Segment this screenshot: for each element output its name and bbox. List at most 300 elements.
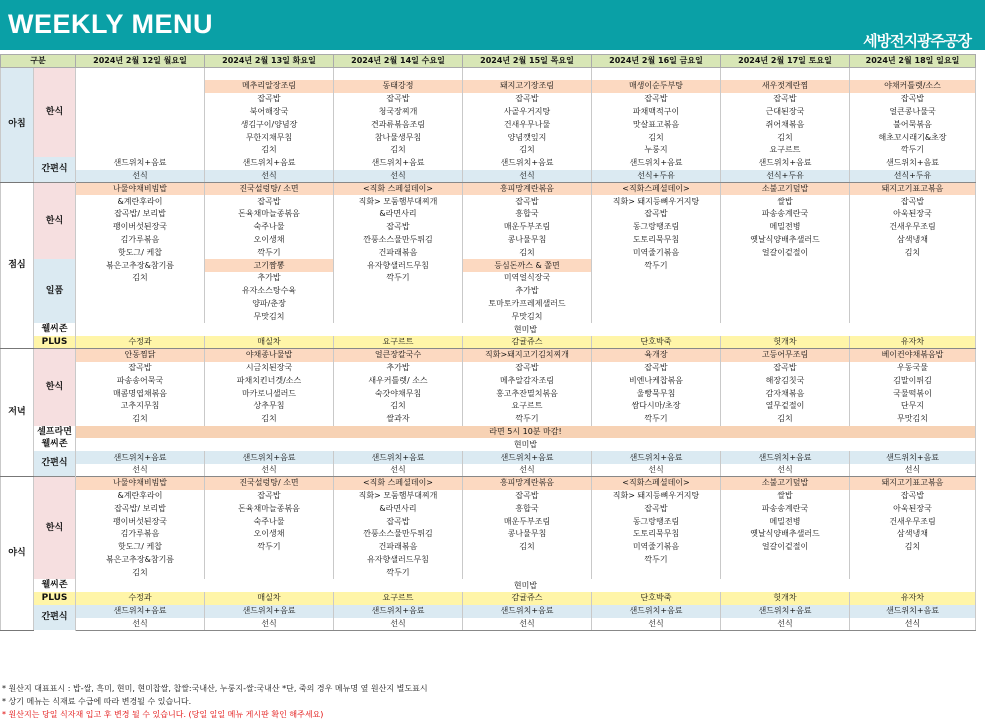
dish-cell: 베이컨야채볶음밥 (850, 349, 976, 362)
dish-cell: 김치 (850, 246, 976, 259)
dish-cell: 우동국물 (850, 362, 976, 375)
dish-cell (850, 272, 976, 285)
dish-cell: 진국설렁탕/ 소면 (205, 182, 334, 195)
dish-cell: 파채치킨너겟/소스 (205, 374, 334, 387)
dish-cell: 오이생채 (205, 528, 334, 541)
dish-cell: 울빵묵무침 (592, 387, 721, 400)
dish-cell: 매생이순두부탕 (592, 80, 721, 93)
dish-cell (592, 566, 721, 579)
sub-selframan: 셀프라면 (34, 426, 76, 439)
dish-cell: 샌드위치+음료 (76, 157, 205, 170)
dish-cell: 선식 (334, 170, 463, 183)
dish-cell: 샌드위치+음료 (850, 605, 976, 618)
dish-cell: 등심돈까스 & 쫄면 (463, 259, 592, 272)
dish-cell: 잡곡밥 (334, 515, 463, 528)
dish-cell: 샌드위치+음료 (721, 451, 850, 464)
sub-ganpyeonsik: 간편식 (34, 157, 76, 183)
dish-cell: 샌드위치+음료 (463, 605, 592, 618)
dish-cell: 삼색냉채 (850, 528, 976, 541)
dish-cell: 얼갈이겉절이 (721, 541, 850, 554)
dish-cell: 얼큰콩나물국 (850, 106, 976, 119)
dish-cell: 직화> 돼지등뼈우거지탕 (592, 490, 721, 503)
dish-cell: 김치 (850, 541, 976, 554)
brand-logo-text: 세방전지광주공장 (863, 32, 971, 50)
dish-cell (850, 566, 976, 579)
dish-cell: 선식 (205, 170, 334, 183)
dish-cell: 김치 (205, 144, 334, 157)
dish-cell (592, 298, 721, 311)
dish-cell: 비엔나케찹볶음 (592, 374, 721, 387)
dish-cell: 김치 (334, 144, 463, 157)
sub-wellbeing: 웰씨존 (34, 438, 76, 451)
dish-cell: 단무지 (850, 400, 976, 413)
dish-cell (76, 93, 205, 106)
wellbeing-cell: 현미밥 (76, 438, 976, 451)
dish-cell: 선식 (76, 618, 205, 631)
dish-cell: 해장김칫국 (721, 374, 850, 387)
dish-cell: 진국설렁탕/ 소면 (205, 477, 334, 490)
wellbeing-cell: 현미밥 (76, 579, 976, 592)
dish-cell: 무한지채무침 (205, 131, 334, 144)
dish-cell: 잡곡밥 (205, 195, 334, 208)
dish-cell: 잡곡밥 (463, 490, 592, 503)
dish-cell (334, 298, 463, 311)
dish-cell (76, 80, 205, 93)
dish-cell (721, 285, 850, 298)
dish-cell: 선식+두유 (850, 170, 976, 183)
dish-cell: 김치 (334, 400, 463, 413)
dish-cell: 선식 (463, 170, 592, 183)
dish-cell: 쌀밥 (721, 490, 850, 503)
dish-cell: 깐풍소스물만두튀김 (334, 528, 463, 541)
dish-cell: 소불고기덮밥 (721, 477, 850, 490)
dish-cell: 선식 (721, 464, 850, 477)
dish-cell: 나물야채비빔밥 (76, 182, 205, 195)
dish-cell: 파채맥적구이 (592, 106, 721, 119)
dish-cell: 샌드위치+음료 (205, 451, 334, 464)
dish-cell: 샌드위치+음료 (850, 451, 976, 464)
plus-cell: 단호박죽 (592, 592, 721, 605)
selframan-cell: 라면 5시 10분 마감! (76, 426, 976, 439)
dish-cell: 요구르트 (463, 400, 592, 413)
dish-cell: 국물떡볶이 (850, 387, 976, 400)
dish-cell: 샌드위치+음료 (76, 451, 205, 464)
dish-cell: 쌀과자 (334, 413, 463, 426)
dish-cell: 김치 (205, 413, 334, 426)
dish-cell: 잡곡밥 (205, 93, 334, 106)
plus-cell: 유자차 (850, 336, 976, 349)
plus-cell: 단호박죽 (592, 336, 721, 349)
dish-cell: 쌈다시마/초장 (592, 400, 721, 413)
dish-cell: 잡곡밥 (334, 221, 463, 234)
dish-cell (592, 310, 721, 323)
dish-cell: 샌드위치+음료 (850, 157, 976, 170)
dish-cell: 쌀밥 (721, 195, 850, 208)
dish-cell: 샌드위치+음료 (76, 605, 205, 618)
dish-cell: 팽이버섯된장국 (76, 515, 205, 528)
dish-cell: 볶은고추장&참기름 (76, 259, 205, 272)
dish-cell: 미역줄기볶음 (592, 541, 721, 554)
gubun-header: 구분 (1, 55, 76, 68)
dish-cell: 소불고기덮밥 (721, 182, 850, 195)
dish-cell (205, 554, 334, 567)
dish-cell: 김치 (721, 413, 850, 426)
plus-cell: 매실차 (205, 336, 334, 349)
dish-cell (850, 554, 976, 567)
dish-cell: <직화스페셜데이> (592, 477, 721, 490)
dish-cell (850, 310, 976, 323)
sub-wellbeing: 웰씨존 (34, 323, 76, 336)
dish-cell: 잡곡밥 (721, 362, 850, 375)
dish-cell: 샌드위치+음료 (721, 157, 850, 170)
dish-cell (721, 554, 850, 567)
dish-cell: 선식+두유 (721, 170, 850, 183)
dish-cell: 깍두기 (850, 144, 976, 157)
dish-cell (463, 554, 592, 567)
dish-cell: 옛날식양배추샐러드 (721, 234, 850, 247)
dish-cell: 깍두기 (205, 246, 334, 259)
dish-cell: 김치 (463, 144, 592, 157)
dish-cell: 얼큰장칼국수 (334, 349, 463, 362)
dish-cell: 잡곡밥 (592, 208, 721, 221)
dish-cell: 콩나물무침 (463, 234, 592, 247)
dish-cell: 나물야채비빔밥 (76, 477, 205, 490)
dish-cell: 고등어무조림 (721, 349, 850, 362)
dish-cell: 메밀전병 (721, 515, 850, 528)
plus-cell: 헛개차 (721, 592, 850, 605)
dish-cell: 핫도그/ 케찹 (76, 246, 205, 259)
dish-cell: 동그랑땡조림 (592, 515, 721, 528)
dish-cell: 무맛김치 (850, 413, 976, 426)
dish-cell: 쥐어채볶음 (721, 118, 850, 131)
dish-cell (334, 285, 463, 298)
dish-cell: 미역줄기볶음 (592, 246, 721, 259)
dish-cell (850, 67, 976, 80)
footnotes (2, 682, 428, 721)
dish-cell: 깍두기 (334, 272, 463, 285)
dish-cell: 잡곡밥 (592, 93, 721, 106)
dish-cell: 잡곡밥 (463, 362, 592, 375)
dish-cell: 선식 (592, 464, 721, 477)
plus-cell: 헛개차 (721, 336, 850, 349)
dish-cell: 선식 (334, 464, 463, 477)
sub-hansik: 한식 (34, 67, 76, 157)
dish-cell: <직화 스페셜데이> (334, 477, 463, 490)
dish-cell: 선식 (850, 618, 976, 631)
dish-cell: 김치 (76, 272, 205, 285)
sub-ilpum: 일품 (34, 259, 76, 323)
dish-cell: 샌드위치+음료 (592, 157, 721, 170)
dish-cell: 선식 (850, 464, 976, 477)
dish-cell: 김가루볶음 (76, 234, 205, 247)
sub-plus: PLUS (34, 336, 76, 349)
dish-cell: 추가밥 (205, 272, 334, 285)
dish-cell: 해초꼬시래기&초장 (850, 131, 976, 144)
dish-cell: 샌드위치+음료 (334, 157, 463, 170)
dish-cell: 김치 (463, 541, 592, 554)
dish-cell: 생김구이/양념장 (205, 118, 334, 131)
dish-cell: 마카로니샐러드 (205, 387, 334, 400)
dish-cell: 유자향샐러드무침 (334, 259, 463, 272)
dish-cell: 잡곡밥 (592, 362, 721, 375)
dish-cell (721, 67, 850, 80)
dish-cell (721, 259, 850, 272)
dish-cell: 파송송어묵국 (76, 374, 205, 387)
dish-cell: 매운두부조림 (463, 221, 592, 234)
dish-cell: 건파래볶음 (334, 541, 463, 554)
dish-cell: 흥피망계란볶음 (463, 477, 592, 490)
dish-cell: 돼지고기표고볶음 (850, 477, 976, 490)
dish-cell: 흥합국 (463, 502, 592, 515)
sub-hansik: 한식 (34, 182, 76, 259)
dish-cell (850, 285, 976, 298)
meal-lunch: 점심 (1, 182, 34, 348)
dish-cell: 근대된장국 (721, 106, 850, 119)
dish-cell: 샌드위치+음료 (334, 451, 463, 464)
dish-cell: 고추지무침 (76, 400, 205, 413)
dish-cell: 김치 (721, 131, 850, 144)
dish-cell: 김말이튀김 (850, 374, 976, 387)
dish-cell: 북어해장국 (205, 106, 334, 119)
footnote-origin: * 원산지 대표표시 : 밥-쌀, 흑미, 현미, 현미찹쌀, 찹쌀:국내산, 누룽지-쌀:국내산 *단, 죽의 경우 메뉴명 옆 원산지 별도표시 (2, 684, 428, 693)
dish-cell: 숙주나물 (205, 221, 334, 234)
dish-cell: 동그랑땡조림 (592, 221, 721, 234)
dish-cell: 직화> 모둠햄부대찌개 (334, 490, 463, 503)
dish-cell: 참나물생무침 (334, 131, 463, 144)
dish-cell: 잡곡밥 (850, 93, 976, 106)
dish-cell: 흥합국 (463, 208, 592, 221)
dish-cell: 깍두기 (592, 259, 721, 272)
dish-cell: 선식 (463, 618, 592, 631)
dish-cell: 샌드위치+음료 (334, 605, 463, 618)
dish-cell: 파송송계란국 (721, 208, 850, 221)
dish-cell (76, 144, 205, 157)
dish-cell: 얼갈이겉절이 (721, 246, 850, 259)
dish-cell (76, 106, 205, 119)
dish-cell: 선식 (76, 170, 205, 183)
dish-cell: 메추알감자조림 (463, 374, 592, 387)
dish-cell: 잡곡밥 (334, 93, 463, 106)
dish-cell: 매운두부조림 (463, 515, 592, 528)
dish-cell (721, 310, 850, 323)
dish-cell: 깍두기 (592, 554, 721, 567)
dish-cell: 유자소스탕수육 (205, 285, 334, 298)
dish-cell: 무맛김치 (205, 310, 334, 323)
meal-breakfast: 아침 (1, 67, 34, 182)
dish-cell: 샌드위치+음료 (463, 451, 592, 464)
dish-cell: 추가밥 (463, 285, 592, 298)
day-header: 2024년 2월 15일 목요일 (463, 55, 592, 68)
meal-night: 야식 (1, 477, 34, 631)
dish-cell: 추가밥 (334, 362, 463, 375)
dish-cell (76, 67, 205, 80)
dish-cell: 감자채볶음 (721, 387, 850, 400)
dish-cell: 잡곡밥 (592, 502, 721, 515)
dish-cell (205, 566, 334, 579)
dish-cell: 잡곡밥 (850, 490, 976, 503)
page-header (0, 0, 985, 50)
day-header: 2024년 2월 13일 화요일 (205, 55, 334, 68)
dish-cell: 깐풍소스물만두튀김 (334, 234, 463, 247)
dish-cell: 양념깻잎지 (463, 131, 592, 144)
dish-cell: 선식 (76, 464, 205, 477)
dish-cell: 사골우거지탕 (463, 106, 592, 119)
dish-cell: 잡곡밥 (205, 490, 334, 503)
dish-cell (76, 298, 205, 311)
dish-cell: 숙갓야채무침 (334, 387, 463, 400)
dish-cell: 아욱된장국 (850, 208, 976, 221)
day-header: 2024년 2월 18일 일요일 (850, 55, 976, 68)
dish-cell: 안동찜닭 (76, 349, 205, 362)
dish-cell: 직화> 모둠햄부대찌개 (334, 195, 463, 208)
dish-cell: 김치 (463, 246, 592, 259)
dish-cell: 토마토카프레제샐러드 (463, 298, 592, 311)
footnote-warning: * 원산지는 당일 식자재 입고 후 변경 될 수 있습니다. (당일 일일 메뉴 게시판 확인 해주세요) (2, 710, 324, 719)
dish-cell: 맛살표고볶음 (592, 118, 721, 131)
sub-wellbeing: 웰씨존 (34, 579, 76, 592)
sub-ganpyeonsik: 간편식 (34, 451, 76, 477)
dish-cell: 돼지고기표고볶음 (850, 182, 976, 195)
dish-cell: 직화>돼지고기김치찌개 (463, 349, 592, 362)
dish-cell: 도토리묵무침 (592, 528, 721, 541)
plus-cell: 수정과 (76, 336, 205, 349)
dish-cell: 육개장 (592, 349, 721, 362)
dish-cell: 새우커틀렛/ 소스 (334, 374, 463, 387)
dish-cell: 누룽지 (592, 144, 721, 157)
dish-cell (721, 298, 850, 311)
dish-cell: 미역얼식장국 (463, 272, 592, 285)
dish-cell: 돈육채마늘종볶음 (205, 208, 334, 221)
dish-cell: 유자향샐러드무침 (334, 554, 463, 567)
dish-cell (205, 67, 334, 80)
dish-cell (76, 118, 205, 131)
dish-cell: 오이생채 (205, 234, 334, 247)
dish-cell: 샌드위치+음료 (205, 157, 334, 170)
dish-cell: 새우젓계란찜 (721, 80, 850, 93)
dish-cell: 선식 (721, 618, 850, 631)
dish-cell (721, 272, 850, 285)
dish-cell: <직화스페셜데이> (592, 182, 721, 195)
sub-hansik: 한식 (34, 349, 76, 426)
dish-cell: 동태강정 (334, 80, 463, 93)
plus-cell: 수정과 (76, 592, 205, 605)
dish-cell (76, 285, 205, 298)
plus-cell: 감귤쥬스 (463, 592, 592, 605)
dish-cell: 건새우무조림 (850, 515, 976, 528)
dish-cell: 잡곡밥 (76, 362, 205, 375)
dish-cell: 김치 (76, 566, 205, 579)
dish-cell: 콩나물무침 (463, 528, 592, 541)
dish-cell: 잡곡밥/ 보리밥 (76, 208, 205, 221)
dish-cell: 깍두기 (205, 541, 334, 554)
dish-cell: 볶은고추장&참기름 (76, 554, 205, 567)
dish-cell: 고기짬뽕 (205, 259, 334, 272)
dish-cell: 선식 (205, 618, 334, 631)
dish-cell: 깍두기 (592, 413, 721, 426)
dish-cell (463, 67, 592, 80)
dish-cell: 샌드위치+음료 (592, 605, 721, 618)
dish-cell: 선식 (592, 618, 721, 631)
dish-cell: 야채종나물밥 (205, 349, 334, 362)
dish-cell: 무맛김치 (463, 310, 592, 323)
dish-cell: 메밀전병 (721, 221, 850, 234)
dish-cell: 건새우무나물 (463, 118, 592, 131)
dish-cell (721, 566, 850, 579)
dish-cell: 팽이버섯된장국 (76, 221, 205, 234)
dish-cell: 선식 (334, 618, 463, 631)
dish-cell: 파송송계란국 (721, 502, 850, 515)
sub-hansik: 한식 (34, 477, 76, 579)
plus-cell: 요구르트 (334, 592, 463, 605)
dish-cell (76, 131, 205, 144)
dish-cell: 샌드위치+음료 (205, 605, 334, 618)
meal-dinner: 저녁 (1, 349, 34, 477)
dish-cell: 잡곡밥 (463, 195, 592, 208)
dish-cell: 돈육채마늘종볶음 (205, 502, 334, 515)
day-header: 2024년 2월 14일 수요일 (334, 55, 463, 68)
footnote-change: * 상기 메뉴는 식재료 수급에 따라 변경될 수 있습니다. (2, 697, 192, 706)
dish-cell (334, 310, 463, 323)
plus-cell: 요구르트 (334, 336, 463, 349)
dish-cell: &계란후라이 (76, 490, 205, 503)
plus-cell: 매실차 (205, 592, 334, 605)
dish-cell: 흥피망계란볶음 (463, 182, 592, 195)
wellbeing-cell: 현미밥 (76, 323, 976, 336)
plus-cell: 감귤쥬스 (463, 336, 592, 349)
dish-cell: 깍두기 (334, 566, 463, 579)
dish-cell: 직화> 돼지등뼈우거지탕 (592, 195, 721, 208)
dish-cell: 선식 (463, 464, 592, 477)
dish-cell: 불어묵볶음 (850, 118, 976, 131)
dish-cell: <직화 스페셜데이> (334, 182, 463, 195)
dish-cell: 잡곡밥 (721, 93, 850, 106)
dish-cell: 청국장찌개 (334, 106, 463, 119)
dish-cell: 샌드위치+음료 (463, 157, 592, 170)
dish-cell (592, 67, 721, 80)
dish-cell: 옛날식양배추샐러드 (721, 528, 850, 541)
dish-cell: 김치 (592, 131, 721, 144)
dish-cell: &라면사리 (334, 208, 463, 221)
day-header: 2024년 2월 17일 토요일 (721, 55, 850, 68)
dish-cell: 메추리알장조림 (205, 80, 334, 93)
dish-cell: 삼색냉채 (850, 234, 976, 247)
dish-cell: 잡곡밥/ 보리밥 (76, 502, 205, 515)
dish-cell: 시금치된장국 (205, 362, 334, 375)
dish-cell (334, 67, 463, 80)
page-title: WEEKLY MENU (8, 9, 214, 39)
dish-cell: 상추무침 (205, 400, 334, 413)
dish-cell: 야채커틀렛/소스 (850, 80, 976, 93)
dish-cell (463, 566, 592, 579)
dish-cell: 잡곡밥 (850, 195, 976, 208)
dish-cell: 건파래볶음 (334, 246, 463, 259)
dish-cell: 선식 (205, 464, 334, 477)
dish-cell: 숙주나물 (205, 515, 334, 528)
weekly-menu-table (0, 54, 976, 631)
dish-cell: 매콤명엽채볶음 (76, 387, 205, 400)
dish-cell: 선식+두유 (592, 170, 721, 183)
dish-cell: 홍고추잔멸치볶음 (463, 387, 592, 400)
dish-cell: 열무겉절이 (721, 400, 850, 413)
sub-plus: PLUS (34, 592, 76, 605)
dish-cell: 김치 (76, 413, 205, 426)
dish-cell: 김가루볶음 (76, 528, 205, 541)
dish-cell: 아욱된장국 (850, 502, 976, 515)
dish-cell: 샌드위치+음료 (592, 451, 721, 464)
dish-cell: 건새우무조림 (850, 221, 976, 234)
dish-cell: 돼지고기장조림 (463, 80, 592, 93)
dish-cell: 양파/춘장 (205, 298, 334, 311)
